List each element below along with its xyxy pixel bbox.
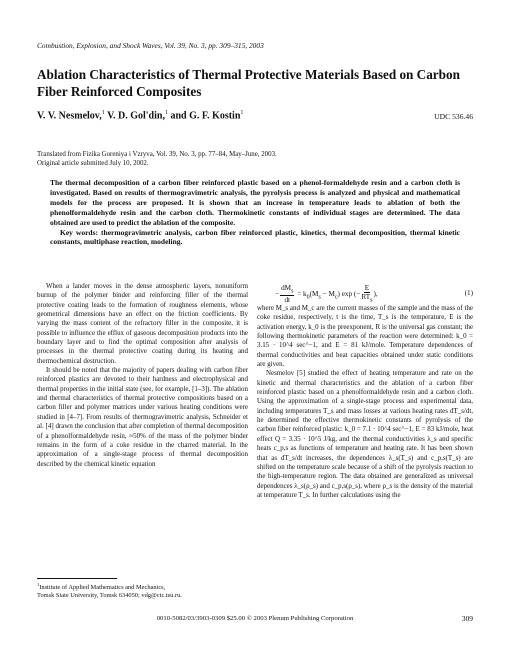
keywords: Key words: thermogravimetric analysis, carbon fiber reinforced plastic, kinetics, thermal decomposition, thermal kinetic constants, multiphase reaction, modeling. [50, 227, 460, 247]
udc-code: UDC 536.46 [434, 112, 473, 121]
body-paragraph: where M_s and M_c are the current masses of the sample and the mass of the coke residue, respectively, t is the time, T_s is the temperature, E is the activation energy, k_0 is the preexponent, R is the universal gas constant; the following thermokinetic parameters of the reaction were determined: k_0 = 3.15 · 10^4 sec^−1, and E = 81 kJ/mole. Temperature dependences of thermal conductivities and heat capacities obtained under static conditions are given. [257, 304, 473, 369]
author-name: and G. F. Kostin [170, 110, 241, 122]
submission-date: Original article submitted July 10, 2002. [37, 160, 149, 168]
article-title: Ablation Characteristics of Thermal Protective Materials Based on Carbon Fiber Reinforced Composites [37, 67, 460, 99]
author-name: V. D. Gol'din, [107, 110, 165, 122]
body-column-right [257, 282, 473, 500]
page-number: 309 [461, 614, 473, 623]
footnote [37, 581, 182, 600]
copyright-line: 0010-5082/03/3903-0309 $25.00 © 2003 Plenum Publishing Corporation [156, 615, 354, 622]
body-paragraph: When a lander moves in the dense atmospheric layers, nonuniform burnup of the polymer binder and reinforcing filler of the thermal protective coating leads to the formation of roughness elements, whose geometrical dimensions have an effect on the friction coefficients. By varying the mass content of the refractory filler in the composite, it is possible to influence the efflux of gaseous decomposition products into the boundary layer and to find the optimal composition after analysis of processes in the thermal protective coating during its heating and thermochemical destruction. [37, 282, 248, 365]
footnote-mark: 1 [37, 582, 40, 587]
footnote-affiliation: Institute of Applied Mathematics and Mechanics, [39, 584, 166, 592]
footnote-divider [37, 578, 117, 579]
translation-source: Translated from Fizika Goreniya i Vzryva, Vol. 39, No. 3, pp. 77–84, May–June, 2003. [37, 151, 277, 158]
author-name: V. V. Nesmelov, [37, 110, 102, 122]
author-affiliation-mark: 1 [240, 110, 244, 116]
body-column-left [37, 282, 248, 469]
abstract-text: The thermal decomposition of a carbon fiber reinforced plastic based on a phenol-formaldehyde resin and a carbon cloth is investigated. Based on results of thermogravimetric analysis, the pyrolysis process is analyzed and physical and mathematical models for the process are proposed. It is shown that an increase in temperature leads to ablation of both the phenolformaldehyde resin and the carbon cloth. Thermokinetic constants of individual stages are determined. The data obtained are used to predict the ablation of the composite. [50, 178, 460, 227]
equation-1: − $\frac{dM_s}{dt}$ = $k_0(M_s - M_c)$ exp (− $\frac{E}{RT_s}$ ), (1) [275, 284, 473, 305]
author-affiliation-mark: 1 [164, 110, 168, 116]
body-paragraph: It should be noted that the majority of papers dealing with carbon fiber reinforced plastics are devoted to their hardness and electrophysical and thermal properties in the initial state (see, for example, [1–3]). The ablation and thermal characteristics of thermal protective compositions based on a carbon filler and polymer matrices under various heating conditions were studied in [4–7]. From results of thermogravimetric analysis, Schneider et al. [4] drawn the conclusion that after completion of thermal decomposition of a phenolformaldehyde resin, ≈50% of the mass of the polymer binder remains in the form of a coke residue in the charred material. In the approximation of a single-stage process of thermal decomposition described by the chemical kinetic equation [37, 366, 248, 468]
footnote-address: Tomsk State University, Tomsk 634050; vdg@ctc.tsu.ru. [37, 592, 182, 600]
author-affiliation-mark: 1 [101, 110, 105, 116]
running-header: Combustion, Explosion, and Shock Waves, Vol. 39, No. 3, pp. 309–315, 2003 [37, 41, 264, 50]
author-list [37, 110, 243, 121]
body-paragraph: Nesmelov [5] studied the effect of heating temperature and rate on the kinetic and thermal characteristics and the ablation of a carbon fiber reinforced plastic based on a phenolformaldehyde resin and a carbon cloth. Using the approximation of a single-stage process and experimental data, including temperatures T_s and mass losses at various heating rates dT_s/dt, he determined the effective thermokinetic constants of pyrolysis of the carbon fiber reinforced plastic: k_0 = 7.1 · 10^4 sec^−1, E = 83 kJ/mole, heat effect Q = 3.35 · 10^5 J/kg, and the thermal conductivities λ_s and specific heats c_p,s as functions of temperature and heating rate. It has been shown that as dT_s/dt increases, the dependences λ_s(T_s) and c_p,s(T_s) are shifted on the temperature scale because of a shift of the pyrolysis reaction to the high-temperature region. The data obtained are generalized as universal dependences λ_s(ρ_s) and c_p,s(ρ_s), where ρ_s is the density of the material at temperature T_s. In further calculations using the [257, 369, 473, 499]
abstract [50, 178, 460, 247]
article-meta [37, 150, 277, 168]
equation-number: (1) [464, 289, 473, 297]
